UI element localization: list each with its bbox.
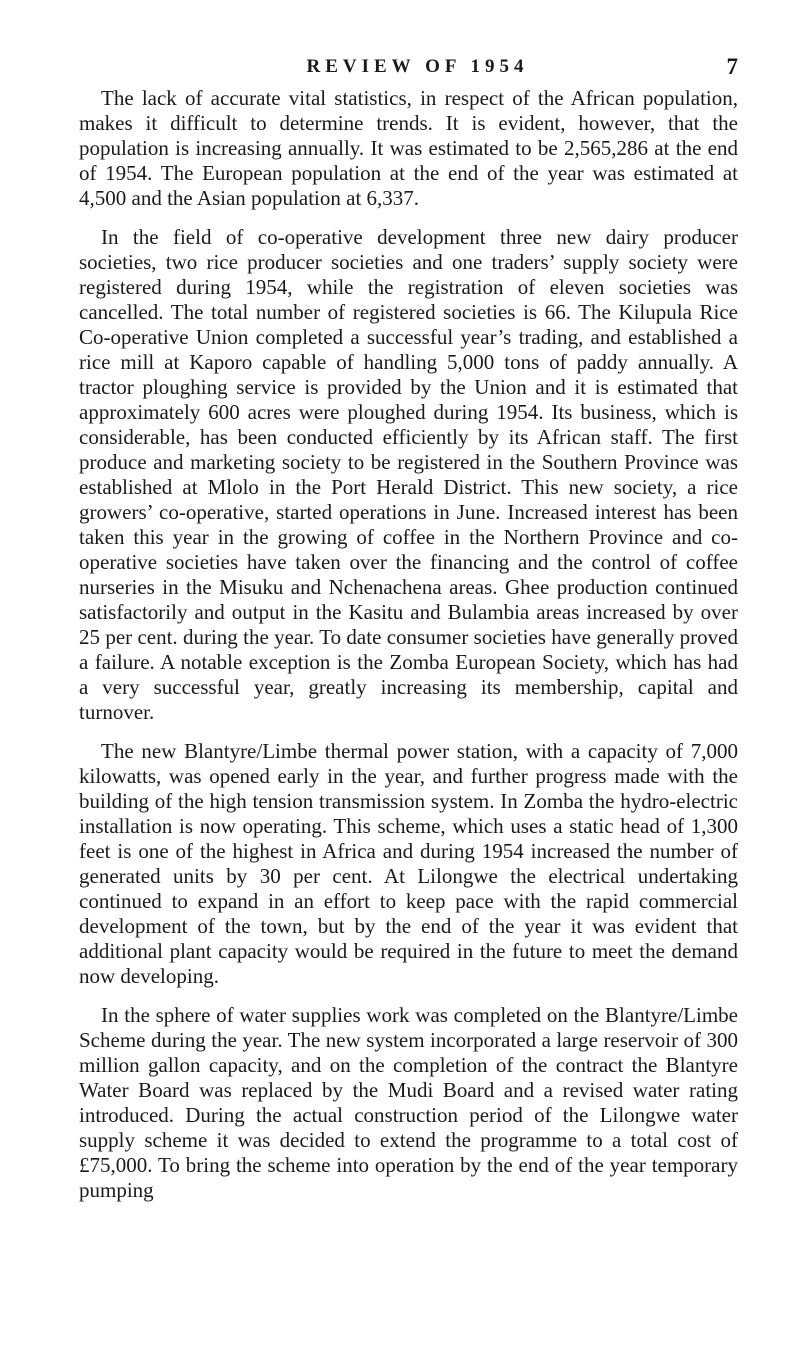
paragraph-water: In the sphere of water supplies work was completed on the Blantyre/Limbe Scheme during the year. The new system incorporated a large reservoir of 300 million gallon capacity, and on the completion of the contract the Blantyre Water Board was replaced by the Mudi Board and a revised water rating introduced. During the actual construction period of the Lilongwe water supply scheme it was decided to extend the programme to a total cost of £75,000. To bring the scheme into operation by the end of the year temporary pumping [79, 1003, 738, 1202]
body-text [79, 86, 738, 1203]
paragraph-cooperatives: In the field of co-operative development three new dairy producer societies, two rice producer societies and one traders’ supply society were registered during 1954, while the registration of eleven societies was cancelled. The total number of registered societies is 66. The Kilupula Rice Co-operative Union completed a successful year’s trading, and established a rice mill at Kaporo capable of handling 5,000 tons of paddy annually. A tractor ploughing service is provided by the Union and it is estimated that approximately 600 acres were ploughed during 1954. Its business, which is considerable, has been conducted efficiently by its African staff. The first produce and marketing society to be registered in the Southern Province was established at Mlolo in the Port Herald District. This new society, a rice growers’ co-operative, started operations in June. Increased interest has been taken this year in the growing of coffee in the Northern Province and co-operative societies have taken over the financing and the control of coffee nurseries in the Misuku and Nchenachena areas. Ghee production continued satisfactorily and output in the Kasitu and Bulambia areas increased by over 25 per cent. during the year. To date consumer societies have generally proved a failure. A notable exception is the Zomba European Society, which has had a very successful year, greatly increasing its membership, capital and turnover. [79, 225, 738, 724]
page-number: 7 [726, 54, 738, 79]
running-head: REVIEW OF 1954 [306, 56, 529, 77]
page-header [79, 54, 738, 84]
paragraph-population: The lack of accurate vital statistics, in respect of the African population, makes it difficult to determine trends. It is evident, however, that the population is increasing annually. It was estimated to be 2,565,286 at the end of 1954. The European population at the end of the year was estimated at 4,500 and the Asian population at 6,337. [79, 86, 738, 210]
paragraph-power: The new Blantyre/Limbe thermal power station, with a capacity of 7,000 kilowatts, was opened early in the year, and further progress made with the building of the high tension transmission system. In Zomba the hydro-electric installation is now operating. This scheme, which uses a static head of 1,300 feet is one of the highest in Africa and during 1954 increased the number of generated units by 30 per cent. At Lilongwe the electrical undertaking continued to expand in an effort to keep pace with the rapid commercial development of the town, but by the end of the year it was evident that additional plant capacity would be required in the future to meet the demand now developing. [79, 739, 738, 988]
document-page [79, 54, 738, 1217]
